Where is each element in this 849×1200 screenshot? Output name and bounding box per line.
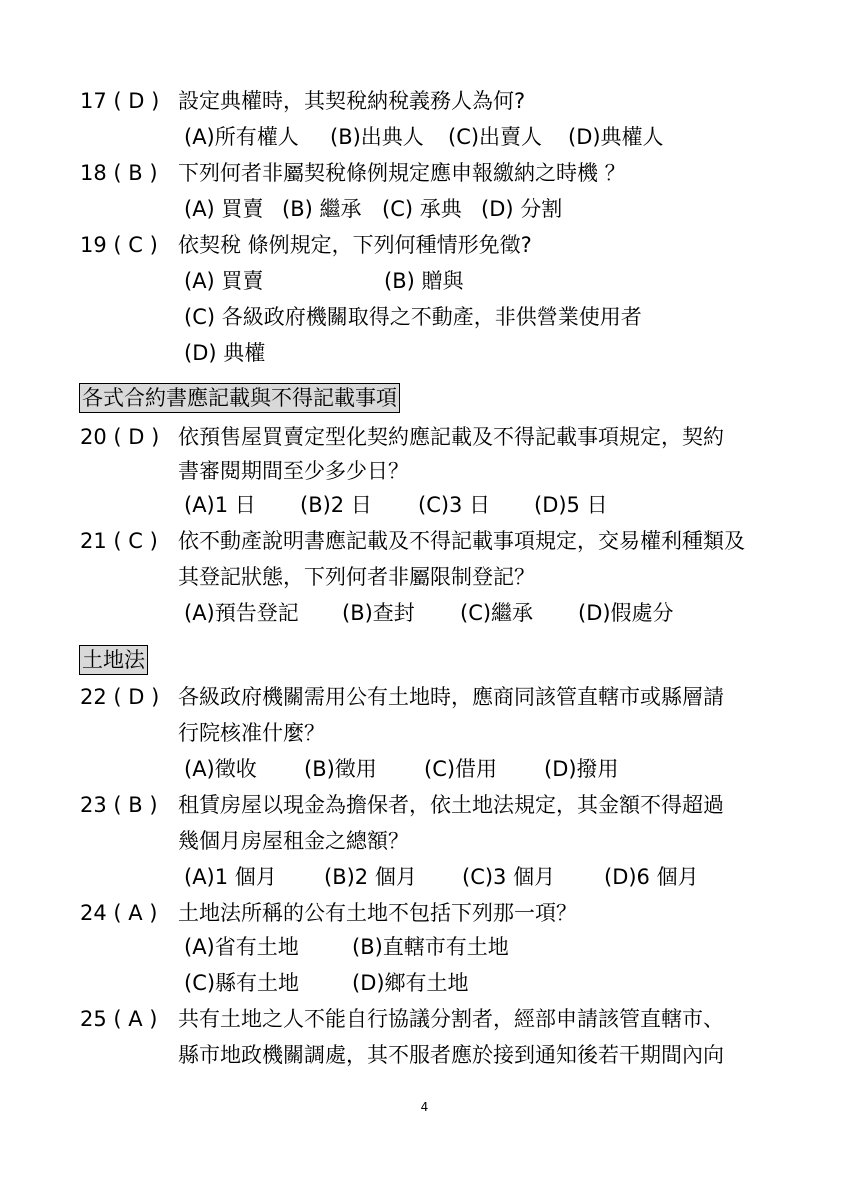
section-heading-land-law: 土地法 xyxy=(79,645,148,675)
question-20-text-cont: 書審閱期間至少多少日？ xyxy=(178,459,409,483)
option-d: (D)典權人 xyxy=(568,125,664,149)
option-c: (C)3 日 xyxy=(418,493,491,517)
option-d: (D)假處分 xyxy=(578,601,674,625)
option-d: (D)鄉有土地 xyxy=(352,971,469,995)
question-25-text-cont: 縣市地政機關調處，其不服者應於接到通知後若干期間內向 xyxy=(178,1043,724,1067)
option-c: (C)出賣人 xyxy=(448,125,543,149)
option-b: (B) 繼承 xyxy=(282,197,362,221)
question-text: 依預售屋買賣定型化契約應記載及不得記載事項規定，契約 xyxy=(178,425,724,449)
question-text: 依契稅 條例規定，下列何種情形免徵? xyxy=(178,233,532,257)
question-number: 22 ( D ) xyxy=(80,685,160,709)
question-number: 17 ( D ) xyxy=(80,89,160,113)
question-number: 23 ( B ) xyxy=(80,793,158,817)
question-22-text-cont: 行院核准什麼？ xyxy=(178,721,325,745)
option-b: (B)直轄市有土地 xyxy=(352,935,509,959)
question-number: 25 ( A ) xyxy=(80,1007,158,1031)
question-number: 19 ( C ) xyxy=(80,233,158,257)
option-b: (B)2 個月 xyxy=(324,865,417,889)
option-a: (A)徵收 xyxy=(184,757,257,781)
option-c: (C)繼承 xyxy=(460,601,534,625)
question-number: 21 ( C ) xyxy=(80,529,158,553)
option-a: (A)所有權人 xyxy=(184,125,299,149)
option-c: (C)借用 xyxy=(424,757,498,781)
option-b: (B)查封 xyxy=(342,601,415,625)
option-a: (A)省有土地 xyxy=(184,935,299,959)
option-c: (C)縣有土地 xyxy=(184,971,300,995)
question-23-text-cont: 幾個月房屋租金之總額？ xyxy=(178,829,409,853)
option-b: (B) 贈與 xyxy=(384,269,464,293)
question-text: 共有土地之人不能自行協議分割者，經部申請該管直轄市、 xyxy=(178,1007,724,1031)
option-b: (B)出典人 xyxy=(330,125,424,149)
option-c: (C) 承典 xyxy=(382,197,462,221)
question-text: 各級政府機關需用公有土地時，應商同該管直轄市或縣層請 xyxy=(178,685,724,709)
option-a: (A) 買賣 xyxy=(184,197,264,221)
option-d: (D)5 日 xyxy=(534,493,608,517)
option-a: (A) 買賣 xyxy=(184,269,264,293)
option-d: (D) 分割 xyxy=(481,197,563,221)
option-d: (D)撥用 xyxy=(544,757,619,781)
question-number: 24 ( A ) xyxy=(80,901,158,925)
option-b: (B)2 日 xyxy=(300,493,372,517)
option-c: (C) 各級政府機關取得之不動產，非供營業使用者 xyxy=(184,305,642,329)
option-d: (D)6 個月 xyxy=(604,865,699,889)
section-heading-contract-items: 各式合約書應記載與不得記載事項 xyxy=(79,383,400,413)
option-a: (A)預告登記 xyxy=(184,601,299,625)
question-text: 下列何者非屬契稅條例規定應申報繳納之時機 ？ xyxy=(178,161,626,185)
option-d: (D) 典權 xyxy=(184,341,266,365)
option-b: (B)徵用 xyxy=(304,757,377,781)
option-a: (A)1 個月 xyxy=(184,865,277,889)
question-text: 依不動產說明書應記載及不得記載事項規定，交易權利種類及 xyxy=(178,529,745,553)
question-number: 20 ( D ) xyxy=(80,425,160,449)
option-c: (C)3 個月 xyxy=(462,865,556,889)
option-a: (A)1 日 xyxy=(184,493,256,517)
page-number: 4 xyxy=(420,1100,429,1114)
question-number: 18 ( B ) xyxy=(80,161,158,185)
question-text: 土地法所稱的公有土地不包括下列那一項？ xyxy=(178,901,577,925)
question-21-text-cont: 其登記狀態，下列何者非屬限制登記？ xyxy=(178,565,535,589)
question-text: 設定典權時，其契稅納稅義務人為何? xyxy=(178,89,526,113)
question-text: 租賃房屋以現金為擔保者，依土地法規定，其金額不得超過 xyxy=(178,793,724,817)
